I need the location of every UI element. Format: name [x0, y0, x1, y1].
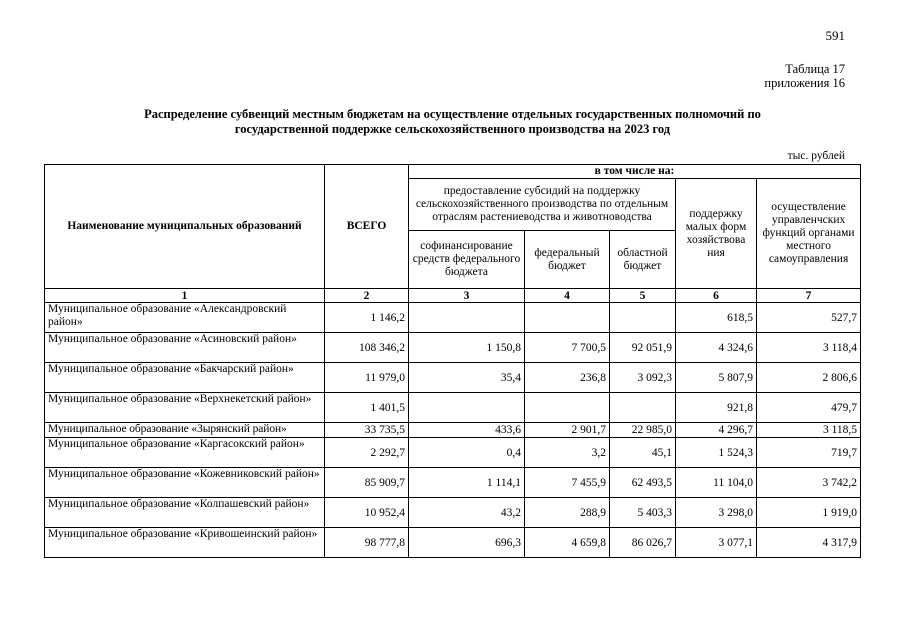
header-total: ВСЕГО: [325, 165, 409, 289]
municipality-name: Муниципальное образование «Каргасокский район»: [45, 438, 325, 468]
cell-regional: [610, 393, 676, 423]
cell-total: 85 909,7: [325, 468, 409, 498]
cell-management: 2 806,6: [757, 363, 861, 393]
column-number: 3: [409, 289, 525, 303]
page-number: 591: [825, 28, 845, 43]
cell-regional: 3 092,3: [610, 363, 676, 393]
cell-regional: 5 403,3: [610, 498, 676, 528]
title-line2: государственной поддержке сельскохозяйственного производства на 2023 год: [234, 122, 671, 136]
table-row: [45, 393, 861, 423]
cell-regional: [610, 303, 676, 333]
header-management: осуществление управленчских функций органами местного самоуправления: [757, 179, 861, 289]
units-label: тыс. рублей: [787, 150, 845, 162]
cell-cofinancing: 1 150,8: [409, 333, 525, 363]
municipality-name: Муниципальное образование «Асиновский район»: [45, 333, 325, 363]
column-number: 4: [525, 289, 610, 303]
cell-management: 1 919,0: [757, 498, 861, 528]
municipality-name: Муниципальное образование «Верхнекетский район»: [45, 393, 325, 423]
header-small-forms: поддержку малых форм хозяйствова ния: [676, 179, 757, 289]
cell-federal: 4 659,8: [525, 528, 610, 558]
column-number: 7: [757, 289, 861, 303]
cell-regional: 62 493,5: [610, 468, 676, 498]
cell-cofinancing: 35,4: [409, 363, 525, 393]
document-title: [80, 107, 825, 137]
cell-federal: 7 700,5: [525, 333, 610, 363]
table-row: [45, 498, 861, 528]
cell-total: 10 952,4: [325, 498, 409, 528]
header-regional: областной бюджет: [610, 231, 676, 289]
municipality-name: Муниципальное образование «Кривошеинский район»: [45, 528, 325, 558]
cell-management: 527,7: [757, 303, 861, 333]
header-federal: федеральный бюджет: [525, 231, 610, 289]
cell-cofinancing: [409, 393, 525, 423]
cell-small-forms: 11 104,0: [676, 468, 757, 498]
municipality-name: Муниципальное образование «Колпашевский район»: [45, 498, 325, 528]
municipality-name: Муниципальное образование «Кожевниковский район»: [45, 468, 325, 498]
cell-small-forms: 3 077,1: [676, 528, 757, 558]
cell-federal: [525, 393, 610, 423]
cell-federal: 288,9: [525, 498, 610, 528]
cell-cofinancing: 43,2: [409, 498, 525, 528]
cell-management: 719,7: [757, 438, 861, 468]
cell-cofinancing: [409, 303, 525, 333]
header-subsidies-group: предоставление субсидий на поддержку сельскохозяйственного производства по отдельным отраслям растениеводства и животноводства: [409, 179, 676, 231]
table-reference: [764, 62, 845, 90]
cell-federal: 236,8: [525, 363, 610, 393]
table-row: [45, 363, 861, 393]
cell-total: 98 777,8: [325, 528, 409, 558]
cell-total: 1 401,5: [325, 393, 409, 423]
table-row: [45, 423, 861, 438]
cell-total: 108 346,2: [325, 333, 409, 363]
cell-total: 1 146,2: [325, 303, 409, 333]
table-row: [45, 528, 861, 558]
cell-small-forms: 5 807,9: [676, 363, 757, 393]
cell-small-forms: 4 296,7: [676, 423, 757, 438]
column-number: 1: [45, 289, 325, 303]
cell-management: 4 317,9: [757, 528, 861, 558]
header-including: в том числе на:: [409, 165, 861, 179]
column-numbers-row: [45, 289, 861, 303]
cell-regional: 45,1: [610, 438, 676, 468]
cell-federal: [525, 303, 610, 333]
cell-small-forms: 618,5: [676, 303, 757, 333]
cell-regional: 92 051,9: [610, 333, 676, 363]
table-row: [45, 303, 861, 333]
cell-cofinancing: 1 114,1: [409, 468, 525, 498]
municipality-name: Муниципальное образование «Александровский район»: [45, 303, 325, 333]
municipality-name: Муниципальное образование «Бакчарский район»: [45, 363, 325, 393]
cell-cofinancing: 696,3: [409, 528, 525, 558]
subventions-table: [44, 164, 861, 558]
cell-small-forms: 1 524,3: [676, 438, 757, 468]
cell-small-forms: 4 324,6: [676, 333, 757, 363]
cell-small-forms: 921,8: [676, 393, 757, 423]
cell-management: 3 742,2: [757, 468, 861, 498]
cell-regional: 86 026,7: [610, 528, 676, 558]
cell-federal: 7 455,9: [525, 468, 610, 498]
table-row: [45, 468, 861, 498]
table-row: [45, 438, 861, 468]
table-row: [45, 333, 861, 363]
cell-management: 479,7: [757, 393, 861, 423]
cell-management: 3 118,4: [757, 333, 861, 363]
title-line1: Распределение субвенций местным бюджетам на осуществление отдельных государственных полномочий по: [144, 107, 761, 121]
municipality-name: Муниципальное образование «Зырянский район»: [45, 423, 325, 438]
cell-total: 2 292,7: [325, 438, 409, 468]
column-number: 6: [676, 289, 757, 303]
table-ref-line2: приложения 16: [764, 76, 845, 90]
cell-federal: 3,2: [525, 438, 610, 468]
cell-small-forms: 3 298,0: [676, 498, 757, 528]
column-number: 5: [610, 289, 676, 303]
cell-cofinancing: 433,6: [409, 423, 525, 438]
cell-cofinancing: 0,4: [409, 438, 525, 468]
cell-federal: 2 901,7: [525, 423, 610, 438]
cell-total: 11 979,0: [325, 363, 409, 393]
column-number: 2: [325, 289, 409, 303]
cell-total: 33 735,5: [325, 423, 409, 438]
cell-regional: 22 985,0: [610, 423, 676, 438]
table-ref-line1: Таблица 17: [785, 62, 845, 76]
header-name: Наименование муниципальных образований: [45, 165, 325, 289]
cell-management: 3 118,5: [757, 423, 861, 438]
header-cofinancing: софинансирование средств федерального бюджета: [409, 231, 525, 289]
